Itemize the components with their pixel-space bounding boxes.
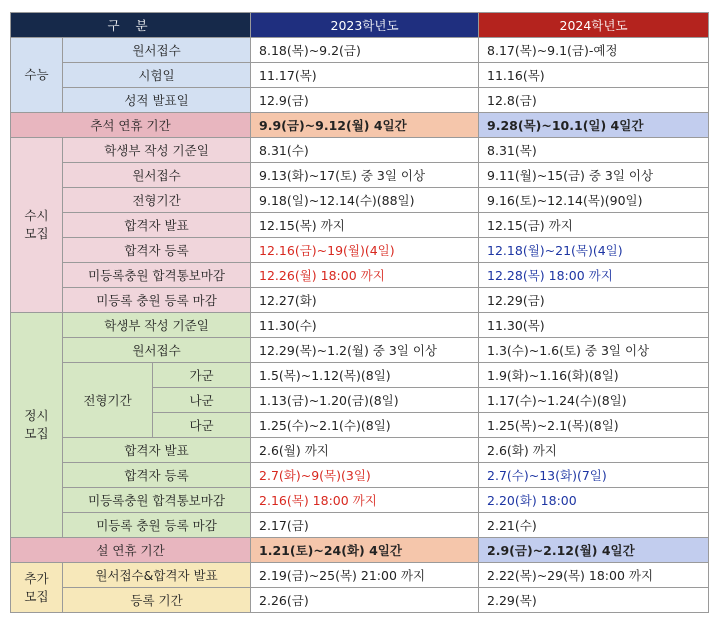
table-row — [11, 338, 709, 363]
value-2024: 9.16(토)~12.14(목)(90일) — [479, 188, 709, 213]
table-row — [11, 138, 709, 163]
value-2024: 2.7(수)~13(화)(7일) — [479, 463, 709, 488]
value-2023: 2.6(월) 까지 — [251, 438, 479, 463]
value-2024: 2.9(금)~2.12(월) 4일간 — [479, 538, 709, 563]
period-label: 전형기간 — [63, 363, 153, 438]
row-label: 합격자 등록 — [63, 238, 251, 263]
value-2024: 8.31(목) — [479, 138, 709, 163]
row-label: 전형기간 — [63, 188, 251, 213]
table-row — [11, 188, 709, 213]
value-2023: 12.26(월) 18:00 까지 — [251, 263, 479, 288]
admission-schedule — [10, 12, 709, 613]
value-2023: 12.29(목)~1.2(월) 중 3일 이상 — [251, 338, 479, 363]
row-label: 미등록 충원 등록 마감 — [63, 288, 251, 313]
row-label: 합격자 등록 — [63, 463, 251, 488]
category-suneung: 수능 — [11, 38, 63, 113]
value-2023: 1.5(목)~1.12(목)(8일) — [251, 363, 479, 388]
table-row — [11, 563, 709, 588]
value-2023: 8.31(수) — [251, 138, 479, 163]
value-2023: 11.30(수) — [251, 313, 479, 338]
table-row — [11, 438, 709, 463]
table-row — [11, 238, 709, 263]
value-2023: 11.17(목) — [251, 63, 479, 88]
value-2024: 12.18(월)~21(목)(4일) — [479, 238, 709, 263]
row-label: 원서접수&합격자 발표 — [63, 563, 251, 588]
value-2023: 2.7(화)~9(목)(3일) — [251, 463, 479, 488]
value-2024: 2.29(목) — [479, 588, 709, 613]
table-row — [11, 88, 709, 113]
value-2023: 2.17(금) — [251, 513, 479, 538]
table-row — [11, 513, 709, 538]
value-2023: 9.13(화)~17(토) 중 3일 이상 — [251, 163, 479, 188]
category-chuga: 추가 모집 — [11, 563, 63, 613]
value-2024: 11.30(목) — [479, 313, 709, 338]
value-2023: 1.13(금)~1.20(금)(8일) — [251, 388, 479, 413]
category-susi: 수시 모집 — [11, 138, 63, 313]
row-label: 원서접수 — [63, 38, 251, 63]
value-2024: 1.3(수)~1.6(토) 중 3일 이상 — [479, 338, 709, 363]
value-2023: 8.18(목)~9.2(금) — [251, 38, 479, 63]
value-2024: 12.29(금) — [479, 288, 709, 313]
value-2023: 12.9(금) — [251, 88, 479, 113]
row-label: 원서접수 — [63, 338, 251, 363]
value-2023: 12.16(금)~19(월)(4일) — [251, 238, 479, 263]
row-label: 학생부 작성 기준일 — [63, 138, 251, 163]
row-label: 설 연휴 기간 — [11, 538, 251, 563]
group-label: 나군 — [153, 388, 251, 413]
value-2023: 2.26(금) — [251, 588, 479, 613]
row-label: 성적 발표일 — [63, 88, 251, 113]
row-label: 미등록충원 합격통보마감 — [63, 263, 251, 288]
holiday-row-seollal — [11, 538, 709, 563]
value-2023: 2.16(목) 18:00 까지 — [251, 488, 479, 513]
table-row — [11, 363, 709, 388]
value-2024: 8.17(목)~9.1(금)-예정 — [479, 38, 709, 63]
value-2024: 2.22(목)~29(목) 18:00 까지 — [479, 563, 709, 588]
value-2024: 11.16(목) — [479, 63, 709, 88]
value-2023: 9.18(일)~12.14(수)(88일) — [251, 188, 479, 213]
value-2024: 1.17(수)~1.24(수)(8일) — [479, 388, 709, 413]
value-2024: 1.25(목)~2.1(목)(8일) — [479, 413, 709, 438]
row-label: 미등록 충원 등록 마감 — [63, 513, 251, 538]
value-2023: 2.19(금)~25(목) 21:00 까지 — [251, 563, 479, 588]
row-label: 시험일 — [63, 63, 251, 88]
table-row — [11, 163, 709, 188]
category-jeongsi: 정시 모집 — [11, 313, 63, 538]
value-2024: 9.28(목)~10.1(일) 4일간 — [479, 113, 709, 138]
value-2023: 1.21(토)~24(화) 4일간 — [251, 538, 479, 563]
table-row — [11, 213, 709, 238]
row-label: 합격자 발표 — [63, 438, 251, 463]
value-2023: 9.9(금)~9.12(월) 4일간 — [251, 113, 479, 138]
row-label: 등록 기간 — [63, 588, 251, 613]
value-2024: 12.8(금) — [479, 88, 709, 113]
table-row — [11, 313, 709, 338]
value-2024: 2.21(수) — [479, 513, 709, 538]
value-2024: 9.11(월)~15(금) 중 3일 이상 — [479, 163, 709, 188]
value-2024: 12.28(목) 18:00 까지 — [479, 263, 709, 288]
value-2024: 1.9(화)~1.16(화)(8일) — [479, 363, 709, 388]
schedule-table — [10, 12, 709, 613]
table-row — [11, 263, 709, 288]
table-row — [11, 38, 709, 63]
table-row — [11, 463, 709, 488]
value-2024: 2.20(화) 18:00 — [479, 488, 709, 513]
value-2024: 2.6(화) 까지 — [479, 438, 709, 463]
value-2023: 12.27(화) — [251, 288, 479, 313]
row-label: 원서접수 — [63, 163, 251, 188]
table-row — [11, 488, 709, 513]
row-label: 학생부 작성 기준일 — [63, 313, 251, 338]
row-label: 미등록충원 합격통보마감 — [63, 488, 251, 513]
row-label: 추석 연휴 기간 — [11, 113, 251, 138]
value-2024: 12.15(금) 까지 — [479, 213, 709, 238]
table-row — [11, 63, 709, 88]
table-row — [11, 588, 709, 613]
table-row — [11, 288, 709, 313]
row-label: 합격자 발표 — [63, 213, 251, 238]
group-label: 다군 — [153, 413, 251, 438]
header-2023: 2023학년도 — [251, 13, 479, 38]
group-label: 가군 — [153, 363, 251, 388]
header-row — [11, 13, 709, 38]
header-category: 구 분 — [11, 13, 251, 38]
value-2023: 1.25(수)~2.1(수)(8일) — [251, 413, 479, 438]
header-2024: 2024학년도 — [479, 13, 709, 38]
value-2023: 12.15(목) 까지 — [251, 213, 479, 238]
holiday-row-chuseok — [11, 113, 709, 138]
